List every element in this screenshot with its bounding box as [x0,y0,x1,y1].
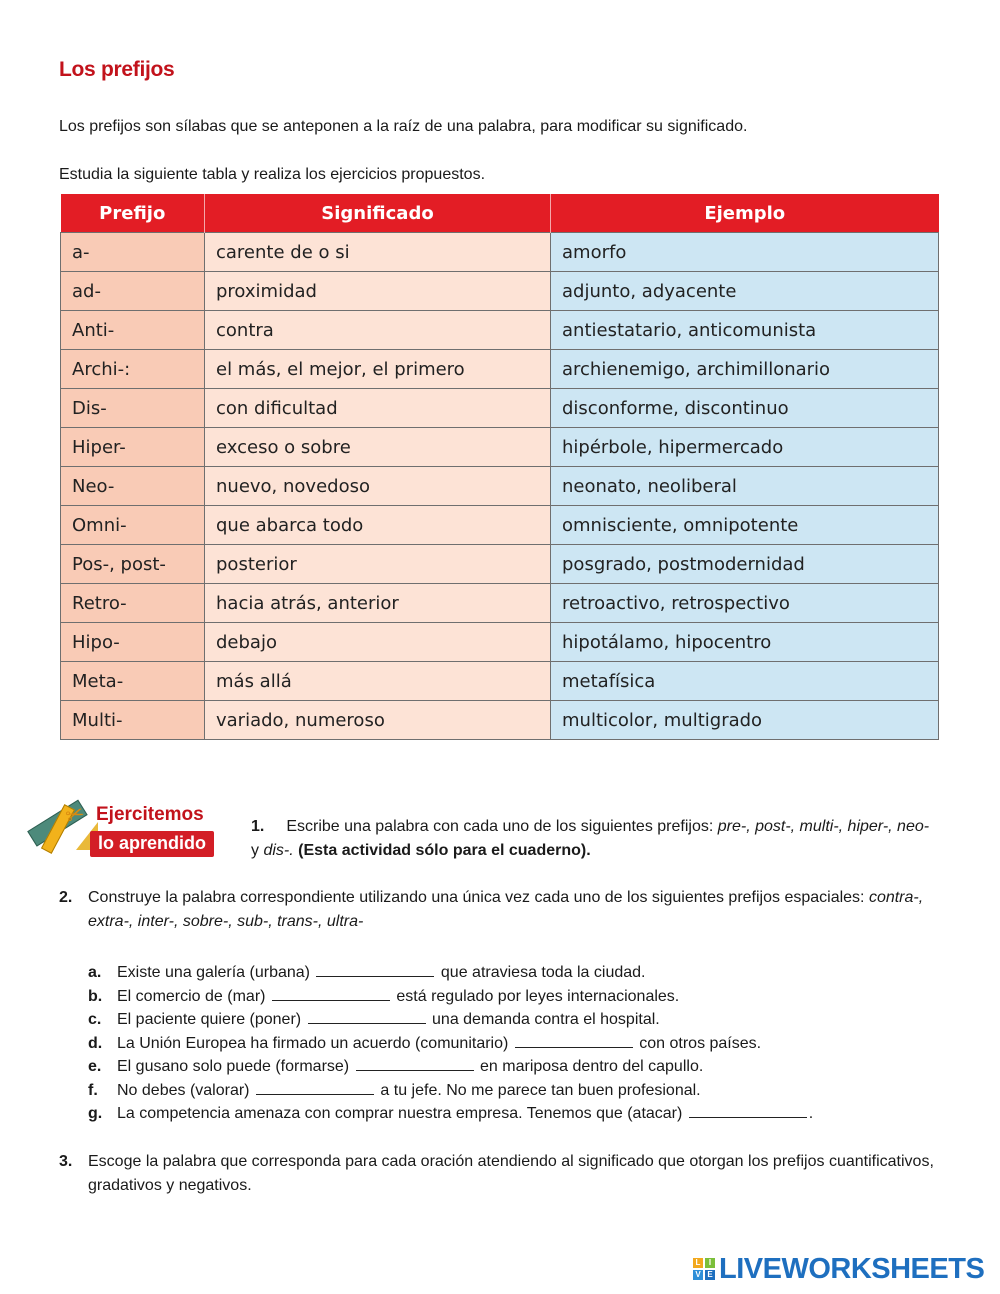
cell-significado: más allá [205,662,551,701]
exercise-3-text: Escoge la palabra que corresponda para cada oración atendiendo al significado que otorgan los prefijos cuantificativos, gradativos y negativos. [88,1153,934,1194]
item-after: está regulado por leyes internacionales. [396,987,680,1005]
exercise-1-text: Escribe una palabra con cada uno de los siguientes prefijos: [286,818,718,835]
logo-tiles-icon [693,1258,715,1280]
table-header-row [61,194,939,233]
table-row [61,467,939,506]
exercise-1-last: dis-. [263,842,294,859]
table-row [61,233,939,272]
list-item [88,1055,813,1079]
item-letter: d. [88,1034,103,1052]
cell-prefijo: Hiper- [61,428,205,467]
answer-blank[interactable] [308,1009,426,1024]
table-row [61,701,939,740]
cell-ejemplo: adjunto, adyacente [551,272,939,311]
cell-ejemplo: metafísica [551,662,939,701]
cell-significado: posterior [205,545,551,584]
exercise-2 [59,886,948,934]
logo-text: LIVEWORKSHEETS [719,1252,985,1285]
cell-ejemplo: neonato, neoliberal [551,467,939,506]
cell-significado: hacia atrás, anterior [205,584,551,623]
exercise-number: 1. [251,818,265,835]
item-letter: c. [88,1011,102,1028]
table-row [61,545,939,584]
page-title: Los prefijos [59,58,175,81]
list-item [88,1032,813,1056]
logo-tile: V [693,1270,703,1280]
cell-ejemplo: archienemigo, archimillonario [551,350,939,389]
cell-significado: con dificultad [205,389,551,428]
item-letter: f. [88,1081,98,1099]
scissors-icon: ✂ [62,799,88,830]
instruction-text: Estudia la siguiente tabla y realiza los ejercicios propuestos. [59,166,486,183]
cell-ejemplo: amorfo [551,233,939,272]
cell-ejemplo: disconforme, discontinuo [551,389,939,428]
item-letter: a. [88,964,102,981]
item-after: . [808,1105,814,1122]
cell-significado: exceso o sobre [205,428,551,467]
cell-significado: el más, el mejor, el primero [205,350,551,389]
item-before: El gusano solo puede (formarse) [117,1058,350,1075]
list-item [88,1079,813,1103]
table-row [61,506,939,545]
exercise-2-prefixes: contra-, extra-, inter-, sobre-, sub-, trans-, ultra- [88,889,924,930]
answer-blank[interactable] [515,1033,633,1048]
cell-prefijo: Omni- [61,506,205,545]
ejercitemos-badge [30,800,235,864]
cell-significado: carente de o si [205,233,551,272]
item-before: El paciente quiere (poner) [117,1011,302,1028]
exercise-2-list [88,961,813,1126]
header-ejemplo: Ejemplo [551,194,939,233]
answer-blank[interactable] [356,1056,474,1071]
cell-prefijo: a- [61,233,205,272]
cell-significado: variado, numeroso [205,701,551,740]
item-letter: b. [88,987,103,1005]
exercise-number: 3. [59,1153,73,1170]
item-after: una demanda contra el hospital. [432,1011,660,1028]
cell-ejemplo: hipotálamo, hipocentro [551,623,939,662]
intro-text: Los prefijos son sílabas que se anteponen a la raíz de una palabra, para modificar su significado. [59,118,748,135]
logo-tile: L [693,1258,703,1268]
cell-prefijo: Retro- [61,584,205,623]
cell-ejemplo: omnisciente, omnipotente [551,506,939,545]
cell-prefijo: Hipo- [61,623,205,662]
exercise-1-prefixes: pre-, post-, multi-, hiper-, neo- [717,818,930,835]
exercise-number: 2. [59,889,73,906]
cell-ejemplo: antiestatario, anticomunista [551,311,939,350]
exercise-1-and: y [251,842,264,859]
cell-significado: que abarca todo [205,506,551,545]
exercise-1 [251,815,941,863]
table-row [61,428,939,467]
table-row [61,272,939,311]
prefix-table [60,194,939,740]
item-before: La competencia amenaza con comprar nuestra empresa. Tenemos que (atacar) [117,1105,683,1122]
table-row [61,662,939,701]
cell-prefijo: Dis- [61,389,205,428]
list-item [88,985,813,1009]
item-letter: e. [88,1058,102,1075]
item-after: en mariposa dentro del capullo. [480,1058,704,1075]
exercise-1-note: (Esta actividad sólo para el cuaderno). [293,842,591,859]
cell-prefijo: Meta- [61,662,205,701]
cell-prefijo: Anti- [61,311,205,350]
item-after: a tu jefe. No me parece tan buen profesional. [380,1081,701,1099]
list-item [88,1008,813,1032]
cell-prefijo: Archi-: [61,350,205,389]
liveworksheets-logo[interactable] [693,1254,984,1284]
answer-blank[interactable] [316,962,434,977]
header-prefijo: Prefijo [61,194,205,233]
table-row [61,389,939,428]
cell-ejemplo: retroactivo, retrospectivo [551,584,939,623]
item-after: que atraviesa toda la ciudad. [440,964,646,981]
item-before: La Unión Europea ha firmado un acuerdo (comunitario) [117,1034,509,1052]
answer-blank[interactable] [256,1080,374,1095]
exercise-3 [59,1150,948,1198]
cell-significado: nuevo, novedoso [205,467,551,506]
cell-ejemplo: hipérbole, hipermercado [551,428,939,467]
logo-tile: I [705,1258,715,1268]
cell-ejemplo: posgrado, postmodernidad [551,545,939,584]
item-before: El comercio de (mar) [117,987,266,1005]
item-letter: g. [88,1105,103,1122]
cell-significado: debajo [205,623,551,662]
cell-significado: contra [205,311,551,350]
table-row [61,623,939,662]
list-item [88,1102,813,1126]
cell-ejemplo: multicolor, multigrado [551,701,939,740]
item-after: con otros países. [639,1034,762,1052]
cell-prefijo: Pos-, post- [61,545,205,584]
logo-tile: E [705,1270,715,1280]
cell-prefijo: Neo- [61,467,205,506]
exercise-2-text: Construye la palabra correspondiente utilizando una única vez cada uno de los siguientes prefijos espaciales: [88,889,869,906]
item-before: No debes (valorar) [117,1081,250,1099]
table-row [61,350,939,389]
badge-line1: Ejercitemos [96,804,204,825]
table-row [61,584,939,623]
badge-line2: lo aprendido [90,831,214,857]
cell-significado: proximidad [205,272,551,311]
item-before: Existe una galería (urbana) [117,964,310,981]
list-item [88,961,813,985]
table-row [61,311,939,350]
header-significado: Significado [205,194,551,233]
answer-blank[interactable] [689,1103,807,1118]
answer-blank[interactable] [272,986,390,1001]
cell-prefijo: Multi- [61,701,205,740]
cell-prefijo: ad- [61,272,205,311]
